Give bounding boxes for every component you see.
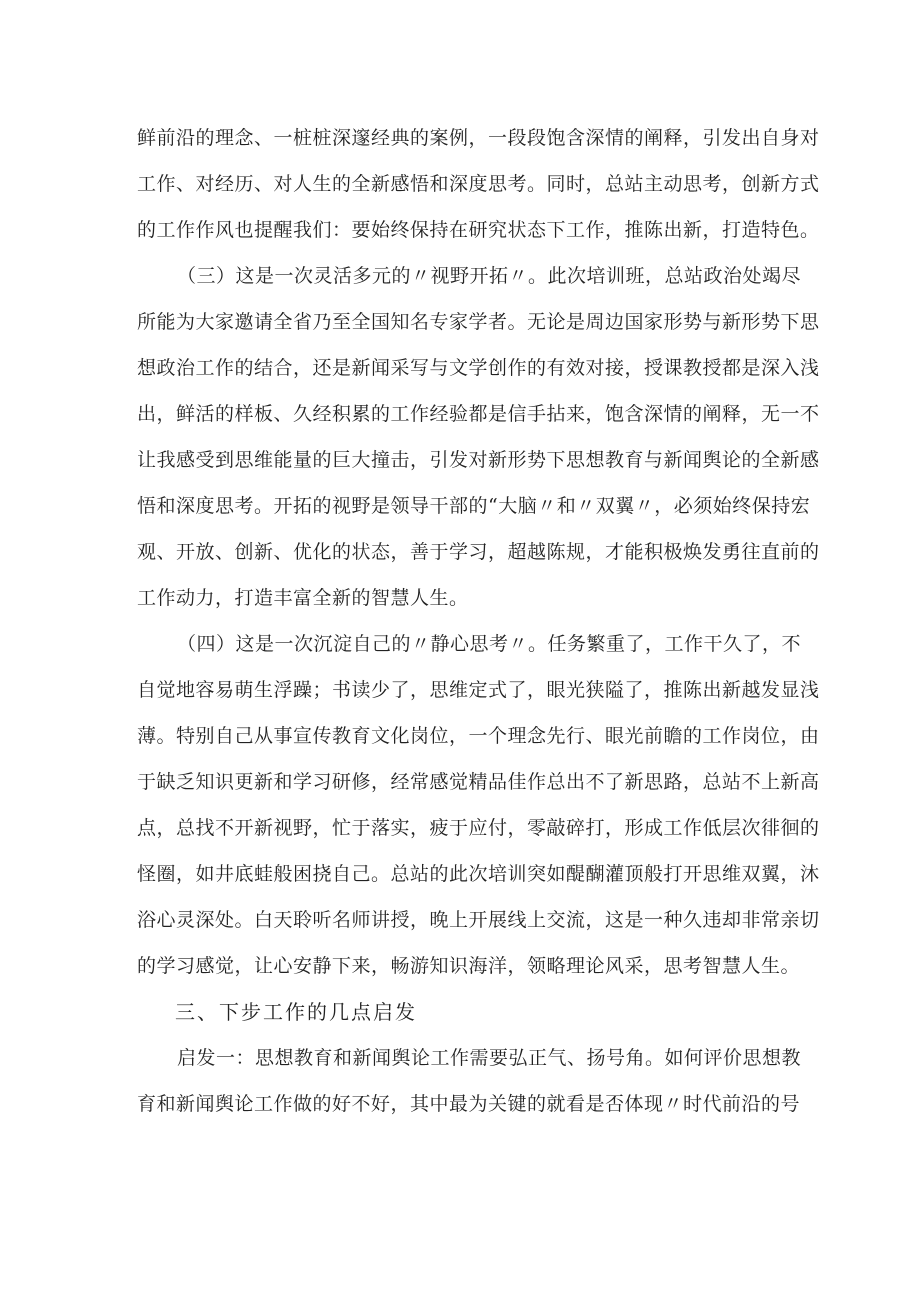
paragraph-line: 的学习感觉，让心安静下来，畅游知识海洋，领略理论风采，思考智慧人生。 [137,955,801,977]
paragraph-line: 薄。特别自己从事宣传教育文化岗位，一个理念先行、眼光前瞻的工作岗位，由 [137,725,820,747]
paragraph-line: 所能为大家邀请全省乃至全国知名专家学者。无论是周边国家形势与新形势下思 [137,311,820,333]
paragraph-line: （四）这是一次沉淀自己的〃静心思考〃。任务繁重了，工作干久了，不 [177,633,802,655]
paragraph-line: 育和新闻舆论工作做的好不好，其中最为关键的就看是否体现〃时代前沿的号 [137,1093,801,1115]
paragraph-line: 怪圈，如井底蛙般困挠自己。总站的此次培训突如醍醐灌顶般打开思维双翼，沐 [137,863,820,885]
paragraph-line: 鲜前沿的理念、一桩桩深邃经典的案例，一段段饱含深情的阐释，引发出自身对 [137,127,820,149]
paragraph-line: 点，总找不开新视野，忙于落实，疲于应付，零敲碎打，形成工作低层次徘徊的 [137,817,820,839]
paragraph-line: 工作动力，打造丰富全新的智慧人生。 [137,587,469,609]
paragraph-line: 于缺乏知识更新和学习研修，经常感觉精品佳作总出不了新思路，总站不上新高 [137,771,820,793]
section-heading: 三、下步工作的几点启发 [175,1000,417,1024]
paragraph-line: 的工作作风也提醒我们：要始终保持在研究状态下工作，推陈出新，打造特色。 [137,219,820,241]
paragraph-line: 启发一：思想教育和新闻舆论工作需要弘正气、扬号角。如何评价思想教 [177,1047,802,1069]
paragraph-line: 工作、对经历、对人生的全新感悟和深度思考。同时，总站主动思考，创新方式 [137,173,820,195]
paragraph-line: 观、开放、创新、优化的状态，善于学习，超越陈规，才能积极焕发勇往直前的 [137,541,820,563]
paragraph-line: 自觉地容易萌生浮躁；书读少了，思维定式了，眼光狭隘了，推陈出新越发显浅 [137,679,820,701]
paragraph-line: 悟和深度思考。开拓的视野是领导干部的“大脑〃和〃双翼〃，必须始终保持宏 [137,495,811,517]
paragraph-line: （三）这是一次灵活多元的〃视野开拓〃。此次培训班，总站政治处竭尽 [177,265,802,287]
paragraph-line: 浴心灵深处。白天聆听名师讲授，晚上开展线上交流，这是一种久违却非常亲切 [137,909,820,931]
paragraph-line: 想政治工作的结合，还是新闻采写与文学创作的有效对接，授课教授都是深入浅 [137,357,820,379]
paragraph-line: 出，鲜活的样板、久经积累的工作经验都是信手拈来，饱含深情的阐释，无一不 [137,403,820,425]
paragraph-line: 让我感受到思维能量的巨大撞击，引发对新形势下思想教育与新闻舆论的全新感 [137,449,820,471]
